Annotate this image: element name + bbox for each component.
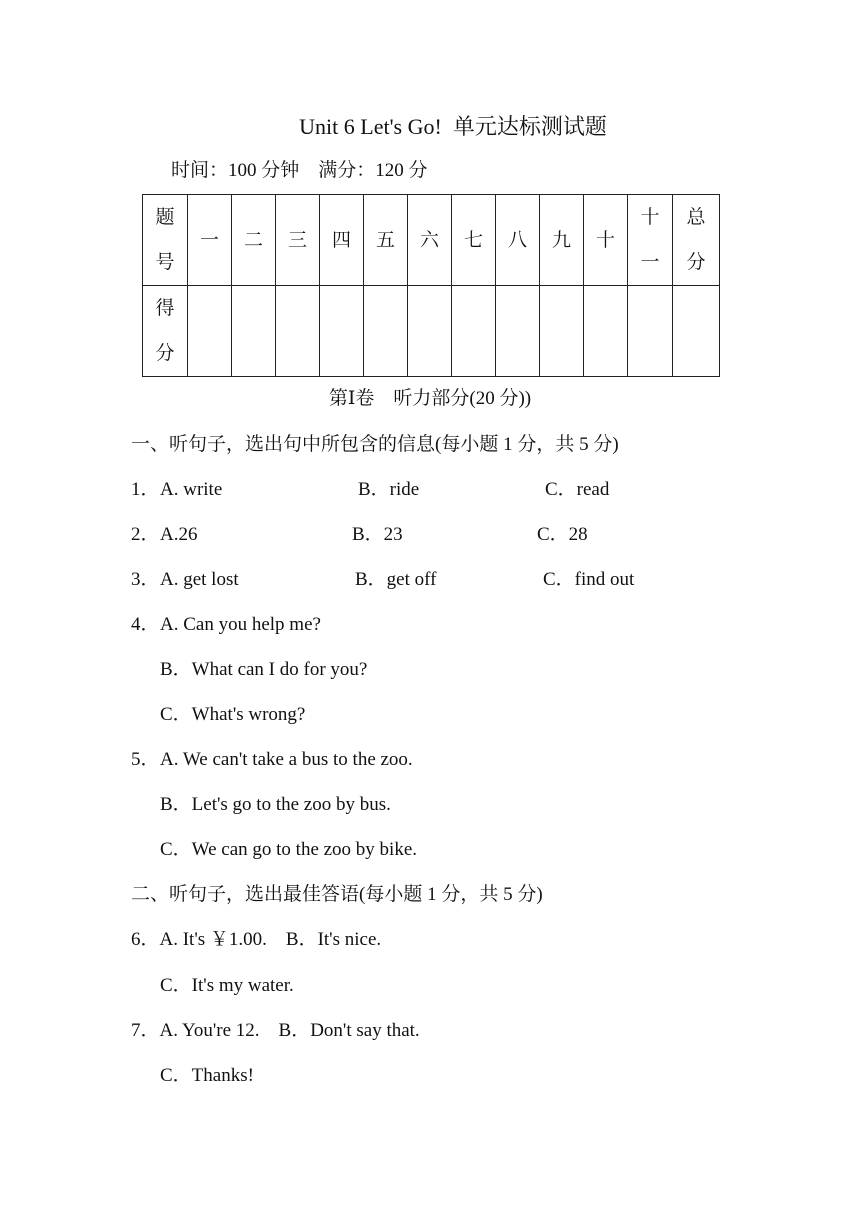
q6-option-c: C．It's my water. (160, 975, 294, 996)
q5-option-a: A. We can't take a bus to the zoo. (160, 749, 413, 770)
part2-heading: 二、听句子，选出最佳答语(每小题 1 分，共 5 分) (131, 884, 543, 905)
q1-number: 1． (131, 479, 160, 500)
q1-option-b: B．ride (358, 479, 420, 500)
col-3: 三 (276, 195, 320, 286)
q7-option-c: C．Thanks! (160, 1065, 254, 1086)
q2-option-b: B．23 (352, 524, 403, 545)
q7-line: 7．A. You're 12. B．Don't say that. (131, 1020, 420, 1041)
document-title: Unit 6 Let's Go! 单元达标测试题 (299, 114, 607, 139)
q5-option-c: C．We can go to the zoo by bike. (160, 839, 418, 860)
score-cell[interactable] (408, 286, 452, 377)
col-2: 二 (232, 195, 276, 286)
q2-number: 2． (131, 524, 160, 545)
time-and-score-info: 时间：100 分钟 满分：120 分 (171, 160, 428, 181)
col-8: 八 (496, 195, 540, 286)
q4-option-b: B．What can I do for you? (160, 659, 368, 680)
score-row (143, 286, 720, 377)
score-cell[interactable] (673, 286, 720, 377)
q6-line: 6．A. It's ￥1.00. B．It's nice. (131, 929, 382, 950)
q4-number: 4． (131, 614, 160, 635)
q1-option-a: A. write (160, 479, 223, 500)
question-number-row (143, 195, 720, 286)
col-5: 五 (364, 195, 408, 286)
q1-option-c: C．read (545, 479, 610, 500)
q2-option-c: C．28 (537, 524, 588, 545)
score-table (142, 194, 720, 377)
col-6: 六 (408, 195, 452, 286)
score-cell[interactable] (364, 286, 408, 377)
col-total: 总 分 (673, 195, 720, 286)
score-label: 得 分 (143, 286, 188, 377)
score-cell[interactable] (496, 286, 540, 377)
q3-option-b: B．get off (355, 569, 437, 590)
score-cell[interactable] (276, 286, 320, 377)
col-10: 十 (584, 195, 628, 286)
q3-option-c: C．find out (543, 569, 635, 590)
col-4: 四 (320, 195, 364, 286)
col-9: 九 (540, 195, 584, 286)
score-cell[interactable] (540, 286, 584, 377)
q3-option-a: A. get lost (160, 569, 239, 590)
section-title: 第Ⅰ卷 听力部分(20 分)) (328, 388, 532, 409)
col-1: 一 (188, 195, 232, 286)
col-11: 十 一 (628, 195, 673, 286)
q4-option-a: A. Can you help me? (160, 614, 321, 635)
col-7: 七 (452, 195, 496, 286)
question-number-label: 题 号 (143, 195, 188, 286)
score-cell[interactable] (232, 286, 276, 377)
q5-option-b: B．Let's go to the zoo by bus. (160, 794, 391, 815)
q4-option-c: C．What's wrong? (160, 704, 306, 725)
part1-heading: 一、听句子，选出句中所包含的信息(每小题 1 分，共 5 分) (131, 434, 619, 455)
q3-number: 3． (131, 569, 160, 590)
score-cell[interactable] (452, 286, 496, 377)
score-cell[interactable] (628, 286, 673, 377)
score-cell[interactable] (188, 286, 232, 377)
score-cell[interactable] (320, 286, 364, 377)
score-cell[interactable] (584, 286, 628, 377)
q2-option-a: A.26 (160, 524, 198, 545)
q5-number: 5． (131, 749, 160, 770)
